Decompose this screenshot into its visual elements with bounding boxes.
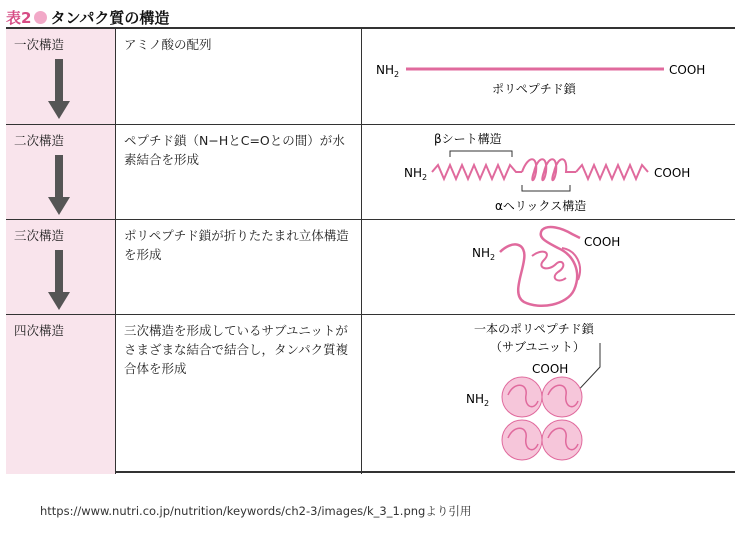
subunit-label-2: （サブユニット） bbox=[490, 340, 585, 354]
table-row bbox=[6, 124, 735, 220]
source-citation: https://www.nutri.co.jp/nutrition/keywords/ch2-3/images/k_3_1.pngより引用 bbox=[40, 504, 472, 518]
structure-description: アミノ酸の配列 bbox=[116, 29, 362, 124]
polypeptide-label: ポリペプチド鎖 bbox=[492, 82, 576, 96]
alpha-helix-coil bbox=[522, 159, 576, 180]
down-arrow-icon bbox=[48, 155, 70, 215]
tertiary-structure-diagram bbox=[362, 220, 735, 315]
structure-name-cell bbox=[6, 220, 116, 315]
beta-bracket bbox=[450, 151, 512, 157]
subunit-label: 一本のポリペプチド鎖 bbox=[474, 322, 594, 336]
inner-helix bbox=[532, 252, 566, 281]
structure-name: 一次構造 bbox=[14, 37, 65, 52]
quaternary-structure-diagram bbox=[362, 315, 735, 474]
bullet-dot-icon bbox=[34, 11, 47, 24]
down-arrow-icon bbox=[48, 59, 70, 119]
beta-sheet-zigzag-2 bbox=[576, 165, 648, 179]
cooh-label: COOH bbox=[532, 362, 569, 376]
structure-name: 三次構造 bbox=[14, 228, 65, 243]
beta-sheet-label: βシート構造 bbox=[434, 132, 502, 146]
nh2-label: $NH_2$ bbox=[472, 246, 496, 262]
down-arrow-icon bbox=[48, 250, 70, 310]
alpha-helix-label: αヘリックス構造 bbox=[495, 199, 587, 213]
beta-sheet-zigzag bbox=[432, 165, 522, 179]
subunit-top-right bbox=[542, 377, 582, 417]
structure-name-cell bbox=[6, 125, 116, 220]
folded-chain bbox=[500, 227, 580, 306]
protein-structure-table bbox=[6, 27, 735, 473]
nh2-label: $NH_2$ bbox=[376, 63, 400, 79]
structure-description: ポリペプチド鎖が折りたたまれ立体構造を形成 bbox=[116, 220, 362, 315]
table-title-text: タンパク質の構造 bbox=[50, 8, 170, 27]
nh2-label: $NH_2$ bbox=[466, 392, 490, 408]
alpha-bracket bbox=[522, 185, 570, 191]
nh2-label: $NH_2$ bbox=[404, 166, 428, 182]
cooh-label: COOH bbox=[654, 166, 691, 180]
subunit-top-left bbox=[502, 377, 542, 417]
table-row bbox=[6, 219, 735, 315]
table-title bbox=[6, 6, 169, 28]
subunit-bottom-left bbox=[502, 420, 542, 460]
structure-description: ペプチド鎖（N−HとC=Oとの間）が水素結合を形成 bbox=[116, 125, 362, 220]
structure-name: 四次構造 bbox=[14, 323, 65, 338]
secondary-structure-diagram bbox=[362, 125, 735, 220]
primary-structure-diagram bbox=[362, 29, 735, 124]
cooh-label: COOH bbox=[669, 63, 706, 77]
structure-name-cell bbox=[6, 315, 116, 474]
structure-description: 三次構造を形成しているサブユニットがさまざまな結合で結合し，タンパク質複合体を形成 bbox=[116, 315, 362, 474]
cooh-label: COOH bbox=[584, 235, 621, 249]
subunit-bottom-right bbox=[542, 420, 582, 460]
structure-name: 二次構造 bbox=[14, 133, 65, 148]
table-row bbox=[6, 314, 735, 474]
table-row bbox=[6, 29, 735, 124]
structure-name-cell bbox=[6, 29, 116, 124]
table-number: 表2 bbox=[6, 8, 32, 27]
